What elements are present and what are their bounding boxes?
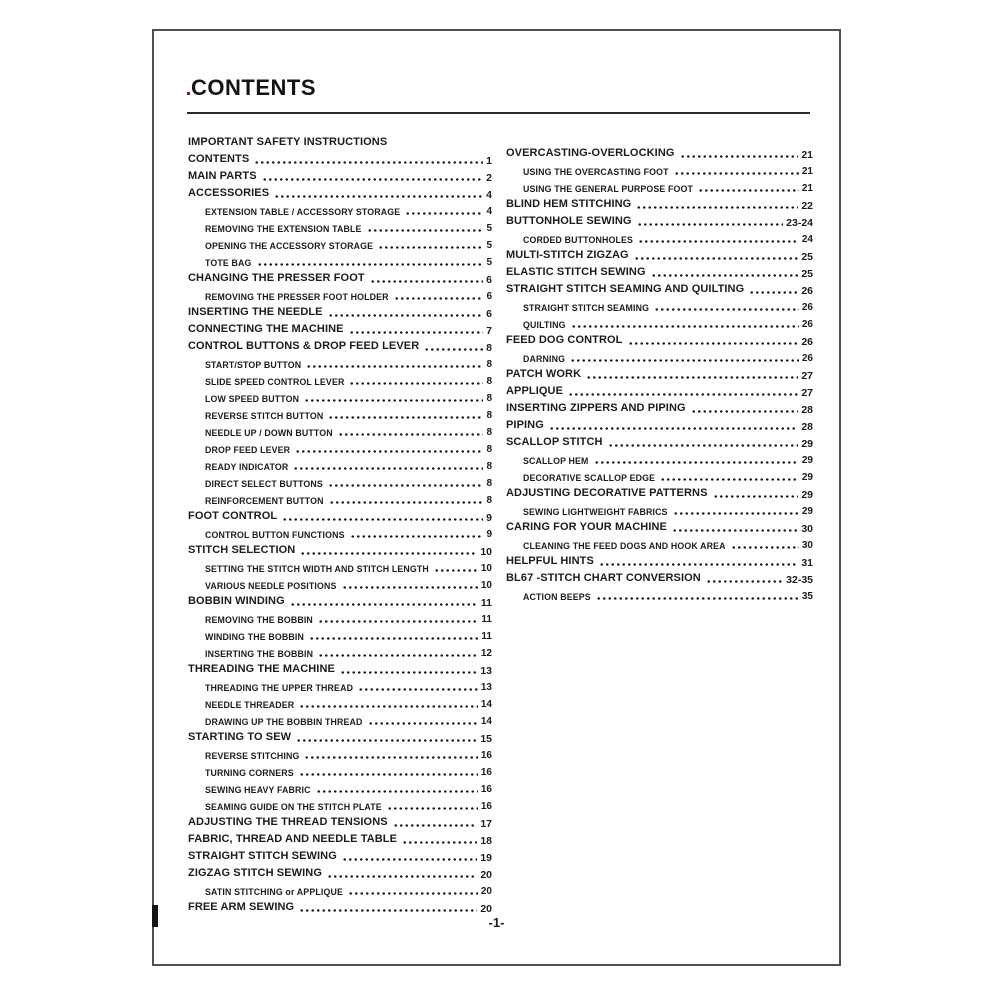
toc-entry-page: 15 [480,732,492,745]
toc-entry-page: 31 [801,556,813,569]
toc-entry [188,591,492,608]
toc-entry-label: OPENING THE ACCESSORY STORAGE [205,240,374,251]
toc-entry-label: REVERSE STITCH BUTTON [205,410,324,421]
toc-entry-page: 10 [480,563,492,574]
toc-entry-label: APPLIQUE [506,385,564,398]
toc-entry-label: REVERSE STITCHING [205,750,300,761]
toc-entry [506,517,813,534]
toc-entry-page: 8 [486,495,492,506]
toc-entry [188,404,492,421]
scan-artifact [152,905,158,927]
dot-leader [309,637,478,640]
toc-entry-page: 25 [801,267,813,280]
toc-entry-label: NEEDLE THREADER [205,699,295,710]
toc-entry-page: 26 [801,353,813,364]
toc-entry [506,398,813,415]
toc-entry [188,438,492,455]
toc-entry-page: 8 [486,359,492,370]
toc-entry [188,846,492,863]
toc-entry [506,211,813,228]
toc-entry [506,279,813,296]
toc-entry [188,540,492,557]
dot-leader [672,529,798,532]
toc-entry-page: 23-24 [786,216,813,229]
toc-entry-label: USING THE GENERAL PURPOSE FOOT [523,183,694,194]
toc-entry-label: STARTING TO SEW [188,731,292,744]
toc-entry [506,296,813,313]
toc-entry-page: 26 [801,335,813,348]
dot-leader [634,257,799,260]
toc-entry [188,557,492,574]
toc-entry [506,143,813,160]
toc-entry-page: 4 [486,188,492,201]
toc-entry-label: BOBBIN WINDING [188,595,285,608]
dot-leader [706,580,783,583]
toc-entry [188,812,492,829]
toc-left-column [188,132,492,914]
toc-entry-page: 19 [480,851,492,864]
toc-entry-label: SLIDE SPEED CONTROL LEVER [205,376,345,387]
dot-leader [274,195,483,198]
toc-entry [188,200,492,217]
toc-entry-label: CARING FOR YOUR MACHINE [506,521,667,534]
toc-entry-label: FEED DOG CONTROL [506,334,623,347]
toc-entry-label: THREADING THE MACHINE [188,663,335,676]
toc-entry [188,608,492,625]
toc-entry-page: 14 [480,699,492,710]
toc-entry [188,523,492,540]
toc-entry-label: LOW SPEED BUTTON [205,393,300,404]
toc-entry [188,149,492,166]
dot-leader [549,427,798,430]
toc-entry-page: 10 [480,545,492,558]
dot-leader [628,342,799,345]
toc-right-column [506,143,813,602]
toc-entry [188,370,492,387]
dot-leader [328,314,484,317]
dot-leader [608,444,799,447]
dot-leader [296,739,477,742]
toc-entry-label: BLIND HEM STITCHING [506,198,632,211]
dot-leader [405,212,483,215]
toc-entry [506,313,813,330]
toc-entry [188,625,492,642]
toc-entry [506,364,813,381]
toc-entry-label: DARNING [523,353,566,364]
toc-entry-page: 5 [486,223,492,234]
toc-entry-page: 5 [486,257,492,268]
toc-entry-label: ADJUSTING DECORATIVE PATTERNS [506,487,708,500]
toc-entry-label: STRAIGHT STITCH SEAMING AND QUILTING [506,283,745,296]
toc-entry [188,319,492,336]
dot-leader [367,229,484,232]
dot-leader [350,535,484,538]
toc-entry-page: 21 [801,183,813,194]
toc-entry-page: 20 [480,902,492,915]
toc-entry-label: FOOT CONTROL [188,510,278,523]
dot-leader [328,484,484,487]
toc-entry-label: SEWING LIGHTWEIGHT FABRICS [523,506,668,517]
toc-entry-page: 11 [481,631,492,642]
toc-entry [188,166,492,183]
toc-entry [188,472,492,489]
toc-entry-page: 30 [801,540,813,551]
toc-entry-page: 26 [801,319,813,330]
toc-entry-page: 27 [801,369,813,382]
dot-leader [698,189,799,192]
toc-entry-label: INSERTING THE BOBBIN [205,648,314,659]
toc-entry-page: 21 [801,148,813,161]
dot-leader [282,518,483,521]
toc-entry-label: REMOVING THE BOBBIN [205,614,313,625]
dot-leader [674,172,799,175]
toc-entry [188,642,492,659]
toc-entry [188,574,492,591]
toc-entry-page: 8 [486,393,492,404]
toc-entry-page: 11 [480,596,492,609]
dot-leader [329,501,484,504]
toc-entry-page: 29 [801,437,813,450]
toc-entry [188,455,492,472]
toc-entry-label: IMPORTANT SAFETY INSTRUCTIONS [188,136,388,149]
toc-entry-label: REINFORCEMENT BUTTON [205,495,324,506]
dot-leader [570,359,799,362]
dot-leader [306,365,483,368]
toc-entry-label: FABRIC, THREAD AND NEEDLE TABLE [188,833,398,846]
toc-entry-label: INSERTING THE NEEDLE [188,306,323,319]
toc-entry-label: BUTTONHOLE SEWING [506,215,632,228]
toc-entry-page: 8 [486,341,492,354]
toc-entry [188,387,492,404]
toc-entry-page: 25 [801,250,813,263]
page-number: -1- [488,915,505,930]
dot-leader [290,603,478,606]
toc-entry-page: 8 [486,427,492,438]
toc-entry [188,353,492,370]
toc-entry-label: READY INDICATOR [205,461,289,472]
toc-entry-label: BL67 -STITCH CHART CONVERSION [506,572,701,585]
toc-entry-label: DROP FEED LEVER [205,444,291,455]
toc-entry-label: CORDED BUTTONHOLES [523,234,634,245]
toc-entry-label: DRAWING UP THE BOBBIN THREAD [205,716,363,727]
dot-leader [637,223,784,226]
toc-entry-page: 32-35 [786,573,813,586]
toc-entry-page: 26 [801,284,813,297]
toc-entry-page: 20 [480,868,492,881]
toc-entry-label: OVERCASTING-OVERLOCKING [506,147,675,160]
dot-leader [327,875,477,878]
toc-entry-label: TURNING CORNERS [205,767,294,778]
manual-page [152,29,841,966]
toc-entry [188,336,492,353]
toc-entry-page: 8 [486,376,492,387]
dot-leader [318,620,478,623]
dot-leader [358,688,478,691]
toc-entry-page: 7 [486,324,492,337]
toc-entry-page: 21 [801,166,813,177]
toc-entry [506,449,813,466]
dot-leader [368,722,478,725]
dot-leader [299,705,478,708]
toc-entry [188,421,492,438]
toc-entry-label: DIRECT SELECT BUTTONS [205,478,323,489]
toc-entry [506,500,813,517]
toc-entry-label: WINDING THE BOBBIN [205,631,304,642]
dot-leader [638,240,799,243]
toc-entry-page: 8 [486,410,492,421]
toc-entry-page: 26 [801,302,813,313]
toc-entry [188,676,492,693]
toc-entry-label: MAIN PARTS [188,170,257,183]
dot-leader [340,671,477,674]
toc-entry-page: 13 [480,664,492,677]
toc-entry [506,534,813,551]
toc-entry [506,330,813,347]
toc-entry-label: ACCESSORIES [188,187,270,200]
toc-entry [506,381,813,398]
dot-leader [599,563,798,566]
toc-entry [188,829,492,846]
toc-entry [188,132,492,149]
dot-leader [596,597,799,600]
toc-entry-label: REMOVING THE EXTENSION TABLE [205,223,362,234]
toc-entry-page: 16 [480,801,492,812]
dot-leader [394,297,484,300]
toc-entry-label: CONTROL BUTTON FUNCTIONS [205,529,345,540]
toc-entry [188,795,492,812]
toc-entry-page: 11 [481,614,492,625]
toc-entry [506,347,813,364]
dot-leader [393,824,478,827]
dot-leader [348,892,478,895]
toc-entry-page: 30 [801,522,813,535]
toc-entry-label: ELASTIC STITCH SEWING [506,266,646,279]
toc-entry-page: 16 [480,767,492,778]
toc-entry-label: PIPING [506,419,544,432]
dot-leader [338,433,484,436]
dot-leader [295,450,483,453]
toc-entry [188,489,492,506]
page-header [187,77,316,99]
toc-entry-label: MULTI-STITCH ZIGZAG [506,249,629,262]
dot-leader [316,790,478,793]
dot-leader [378,246,483,249]
dot-leader [673,512,799,515]
toc-entry [188,217,492,234]
toc-entry-label: FREE ARM SEWING [188,901,295,914]
toc-entry-page: 35 [801,591,813,602]
toc-entry-page: 22 [801,199,813,212]
toc-entry [188,251,492,268]
dot-leader [293,467,483,470]
toc-entry-page: 27 [801,386,813,399]
toc-entry-page: 6 [486,307,492,320]
toc-entry-label: THREADING THE UPPER THREAD [205,682,354,693]
toc-entry-page: 16 [480,784,492,795]
toc-entry [188,693,492,710]
dot-leader [342,586,478,589]
toc-entry [506,415,813,432]
toc-entry-page: 18 [480,834,492,847]
toc-entry [506,228,813,245]
dot-leader [731,546,799,549]
toc-entry-page: 14 [480,716,492,727]
toc-entry-page: 4 [486,206,492,217]
toc-entry-page: 12 [480,648,492,659]
toc-entry-page: 9 [486,511,492,524]
toc-entry-label: SETTING THE STITCH WIDTH AND STITCH LENGTH [205,563,429,574]
toc-entry-label: TOTE BAG [205,257,252,268]
toc-entry-label: REMOVING THE PRESSER FOOT HOLDER [205,291,389,302]
toc-entry-page: 16 [480,750,492,761]
dot-leader [328,416,483,419]
toc-entry-page: 8 [486,444,492,455]
dot-leader [651,274,799,277]
dot-leader [402,841,477,844]
toc-entry [506,483,813,500]
toc-entry [506,160,813,177]
dot-leader [571,325,799,328]
toc-entry-label: DECORATIVE SCALLOP EDGE [523,472,656,483]
toc-entry-label: PATCH WORK [506,368,582,381]
dot-leader [370,280,483,283]
dot-leader [300,552,477,555]
title-underline [187,112,810,114]
dot-leader [434,569,478,572]
toc-entry-page: 6 [486,291,492,302]
toc-entry-page: 1 [486,154,492,167]
toc-entry-page: 2 [486,171,492,184]
toc-entry-page: 8 [486,478,492,489]
toc-entry-label: ADJUSTING THE THREAD TENSIONS [188,816,388,829]
toc-entry-page: 29 [801,488,813,501]
dot-leader [691,410,799,413]
dot-leader [424,348,483,351]
toc-entry [506,262,813,279]
toc-entry-label: NEEDLE UP / DOWN BUTTON [205,427,333,438]
toc-entry-label: STRAIGHT STITCH SEAMING [523,302,650,313]
dot-leader [660,478,799,481]
toc-entry-label: EXTENSION TABLE / ACCESSORY STORAGE [205,206,401,217]
dot-leader [680,155,799,158]
dot-leader [586,376,798,379]
toc-entry [188,710,492,727]
toc-entry-label: SCALLOP STITCH [506,436,603,449]
toc-entry-page: 29 [801,455,813,466]
toc-entry-label: CONTROL BUTTONS & DROP FEED LEVER [188,340,420,353]
toc-entry-page: 13 [480,682,492,693]
toc-entry-label: SEAMING GUIDE ON THE STITCH PLATE [205,801,382,812]
toc-entry [506,177,813,194]
toc-entry [188,778,492,795]
toc-entry [188,234,492,251]
dot-leader [568,393,798,396]
toc-entry-page: 28 [801,403,813,416]
toc-entry [188,285,492,302]
toc-entry [506,194,813,211]
toc-entry-label: ACTION BEEPS [523,591,591,602]
dot-leader [318,654,478,657]
toc-entry-label: CHANGING THE PRESSER FOOT [188,272,365,285]
toc-entry [506,551,813,568]
toc-entry-page: 6 [486,273,492,286]
toc-entry-page: 20 [480,886,492,897]
toc-entry-label: HELPFUL HINTS [506,555,594,568]
dot-leader [749,291,798,294]
toc-entry [188,268,492,285]
toc-entry-label: SATIN STITCHING or APPLIQUE [205,886,343,897]
toc-entry-page: 29 [801,506,813,517]
toc-entry [188,897,492,914]
toc-entry [506,585,813,602]
toc-entry-label: SEWING HEAVY FABRIC [205,784,311,795]
dot-leader [654,308,799,311]
toc-entry-page: 24 [801,234,813,245]
toc-entry [188,506,492,523]
toc-entry-label: STITCH SELECTION [188,544,296,557]
dot-leader [299,909,477,912]
toc-entry [188,727,492,744]
page-title: CONTENTS [191,75,316,100]
dot-leader [636,206,798,209]
toc-entry-label: VARIOUS NEEDLE POSITIONS [205,580,337,591]
dot-leader [304,399,483,402]
scan-speck-icon [187,92,190,95]
dot-leader [594,461,799,464]
toc-entry-label: STRAIGHT STITCH SEWING [188,850,337,863]
dot-leader [262,178,484,181]
dot-leader [299,773,478,776]
toc-entry-page: 9 [486,529,492,540]
toc-entry [506,466,813,483]
dot-leader [349,382,483,385]
toc-entry-label: SCALLOP HEM [523,455,589,466]
toc-entry [188,659,492,676]
toc-entry-label: QUILTING [523,319,566,330]
toc-entry-label: CONNECTING THE MACHINE [188,323,344,336]
toc-entry-label: INSERTING ZIPPERS AND PIPING [506,402,686,415]
toc-entry [506,245,813,262]
dot-leader [257,263,484,266]
toc-entry [506,432,813,449]
toc-entry-label: START/STOP BUTTON [205,359,302,370]
toc-entry [188,880,492,897]
toc-entry-page: 8 [486,461,492,472]
toc-entry-page: 29 [801,472,813,483]
dot-leader [342,858,477,861]
toc-entry-label: CONTENTS [188,153,250,166]
dot-leader [713,495,799,498]
toc-entry [188,761,492,778]
toc-entry-page: 17 [480,817,492,830]
toc-entry-label: CLEANING THE FEED DOGS AND HOOK AREA [523,540,726,551]
toc-entry-label: ZIGZAG STITCH SEWING [188,867,322,880]
toc-entry-page: 10 [480,580,492,591]
toc-entry [188,863,492,880]
dot-leader [304,756,477,759]
toc-entry [506,568,813,585]
toc-entry-page: 28 [801,420,813,433]
dot-leader [254,161,483,164]
toc-entry-page: 5 [486,240,492,251]
toc-entry [188,744,492,761]
toc-entry [188,302,492,319]
toc-entry [188,183,492,200]
dot-leader [349,331,484,334]
dot-leader [387,807,478,810]
toc-entry-label: USING THE OVERCASTING FOOT [523,166,669,177]
